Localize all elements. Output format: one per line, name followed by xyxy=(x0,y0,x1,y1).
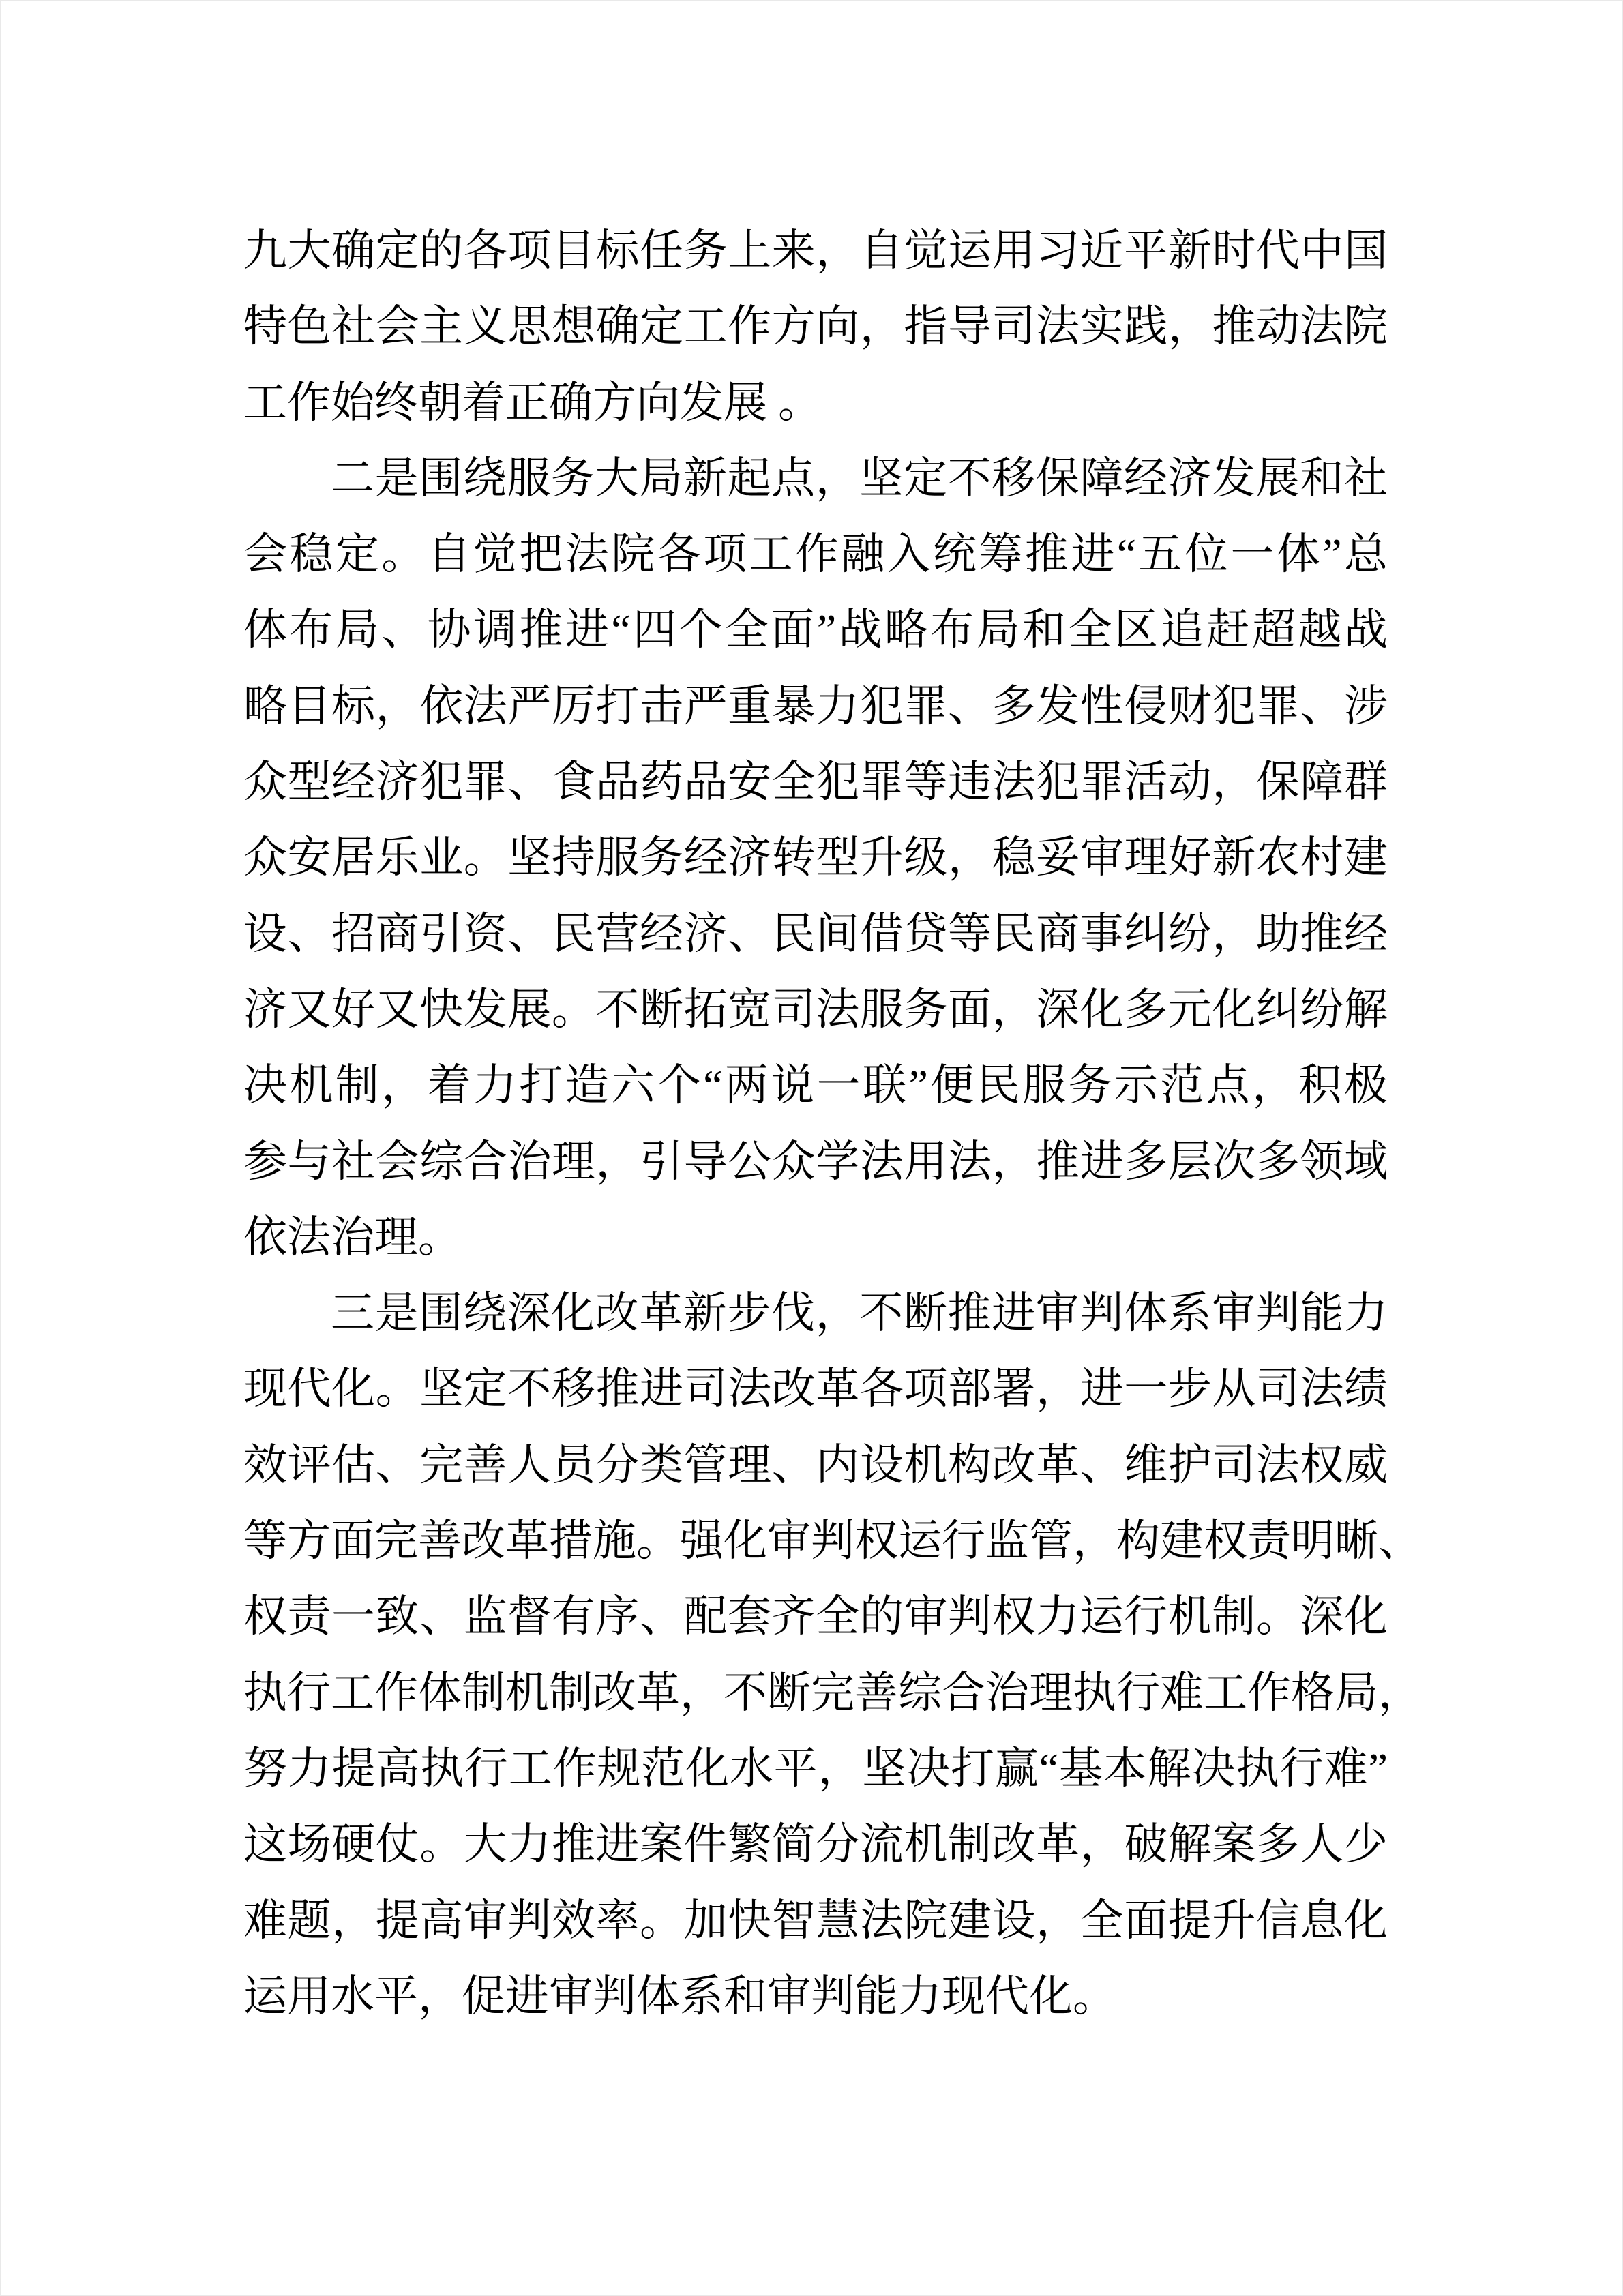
text-line: 现代化。坚定不移推进司法改革各项部署，进一步从司法绩 xyxy=(243,1365,1388,1414)
text-line: 执行工作体制机制改革，不断完善综合治理执行难工作格局， xyxy=(243,1668,1422,1717)
text-line: 略目标，依法严厉打击严重暴力犯罪、多发性侵财犯罪、涉 xyxy=(243,681,1388,730)
text-line: 难题，提高审判效率。加快智慧法院建设，全面提升信息化 xyxy=(243,1896,1388,1945)
text-line: 努力提高执行工作规范化水平，坚决打赢“基本解决执行难” xyxy=(243,1744,1388,1793)
text-line: 权责一致、监督有序、配套齐全的审判权力运行机制。深化 xyxy=(243,1592,1388,1641)
text-line: 体布局、协调推进“四个全面”战略布局和全区追赶超越战 xyxy=(243,606,1388,655)
text-line: 设、招商引资、民营经济、民间借贷等民商事纠纷，助推经 xyxy=(243,909,1388,958)
paragraph xyxy=(243,441,1388,1275)
text-line: 济又好又快发展。不断拓宽司法服务面，深化多元化纠纷解 xyxy=(243,985,1388,1034)
text-line: 运用水平，促进审判体系和审判能力现代化。 xyxy=(243,1971,1116,2021)
text-line: 众安居乐业。坚持服务经济转型升级，稳妥审理好新农村建 xyxy=(243,833,1388,882)
text-line: 等方面完善改革措施。强化审判权运行监管，构建权责明晰、 xyxy=(243,1517,1422,1566)
text-line: 会稳定。自觉把法院各项工作融入统筹推进“五位一体”总 xyxy=(243,530,1388,579)
paragraph xyxy=(243,213,1388,441)
text-line: 特色社会主义思想确定工作方向，指导司法实践，推动法院 xyxy=(243,302,1388,351)
text-line: 效评估、完善人员分类管理、内设机构改革、维护司法权威 xyxy=(243,1440,1388,1489)
text-line: 这场硬仗。大力推进案件繁简分流机制改革，破解案多人少 xyxy=(243,1820,1388,1869)
text-line: 三是围绕深化改革新步伐，不断推进审判体系审判能力 xyxy=(331,1289,1388,1338)
text-line: 二是围绕服务大局新起点，坚定不移保障经济发展和社 xyxy=(331,453,1388,503)
text-line: 工作始终朝着正确方向发展 。 xyxy=(243,378,822,427)
text-line: 依法治理。 xyxy=(243,1212,462,1262)
text-line: 九大确定的各项目标任务上来，自觉运用习近平新时代中国 xyxy=(243,226,1388,275)
text-line: 参与社会综合治理，引导公众学法用法，推进多层次多领域 xyxy=(243,1137,1388,1186)
text-line: 决机制，着力打造六个“两说一联”便民服务示范点，积极 xyxy=(243,1061,1388,1110)
paragraph xyxy=(243,1275,1422,2034)
document-text-body xyxy=(243,213,1422,2034)
text-line: 众型经济犯罪、食品药品安全犯罪等违法犯罪活动，保障群 xyxy=(243,758,1388,807)
